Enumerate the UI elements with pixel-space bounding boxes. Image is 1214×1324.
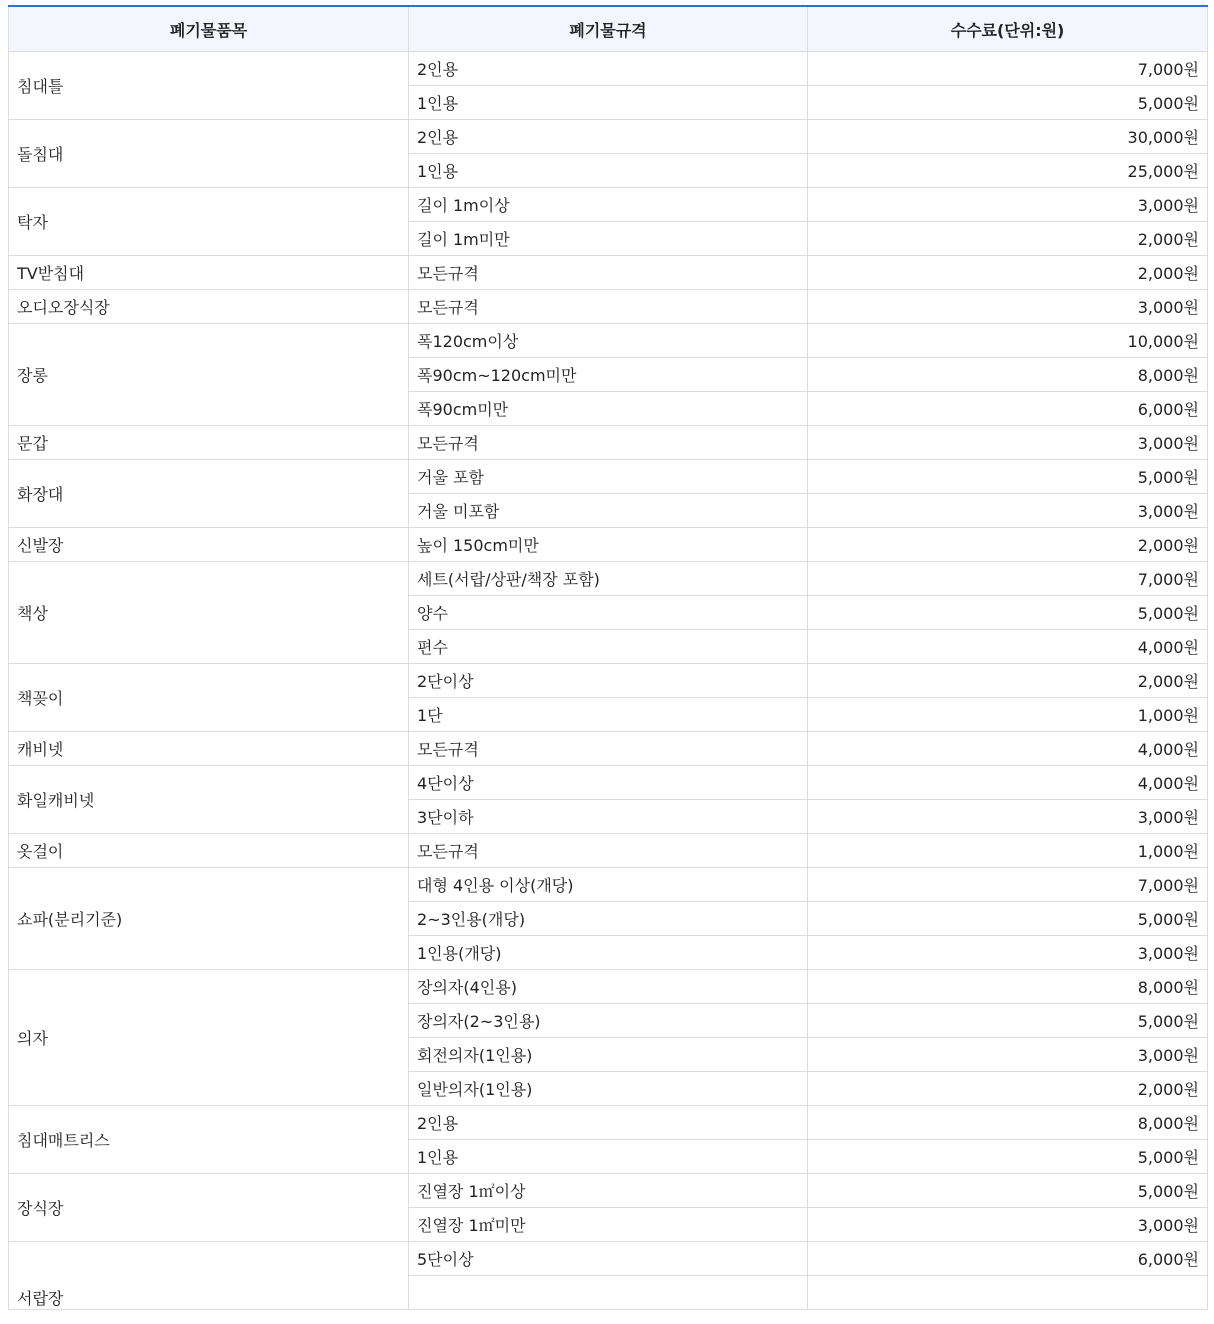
waste-spec-cell: 모든규격 <box>409 290 808 324</box>
waste-spec-cell: 세트(서랍/상판/책장 포함) <box>409 562 808 596</box>
waste-item-cell: 침대매트리스 <box>9 1106 409 1174</box>
waste-item-cell: 문갑 <box>9 426 409 460</box>
fee-cell: 3,000원 <box>808 426 1208 460</box>
table-row <box>9 868 1208 902</box>
waste-spec-cell: 1인용 <box>409 1140 808 1174</box>
fee-cell: 5,000원 <box>808 86 1208 120</box>
fee-cell: 1,000원 <box>808 834 1208 868</box>
fee-cell: 30,000원 <box>808 120 1208 154</box>
fee-cell: 6,000원 <box>808 392 1208 426</box>
waste-item-cell: 화일캐비넷 <box>9 766 409 834</box>
fee-cell: 25,000원 <box>808 154 1208 188</box>
waste-spec-cell: 대형 4인용 이상(개당) <box>409 868 808 902</box>
fee-cell: 2,000원 <box>808 528 1208 562</box>
waste-fee-table <box>8 5 1208 1310</box>
table-row <box>9 1242 1208 1276</box>
table-row <box>9 188 1208 222</box>
waste-spec-cell: 거울 미포함 <box>409 494 808 528</box>
waste-item-cell: 장롱 <box>9 324 409 426</box>
fee-cell: 5,000원 <box>808 460 1208 494</box>
table-row <box>9 834 1208 868</box>
waste-item-cell: 신발장 <box>9 528 409 562</box>
table-row <box>9 664 1208 698</box>
waste-spec-cell: 거울 포함 <box>409 460 808 494</box>
waste-item-cell: 캐비넷 <box>9 732 409 766</box>
table-row <box>9 732 1208 766</box>
table-row <box>9 324 1208 358</box>
waste-spec-cell: 2단이상 <box>409 664 808 698</box>
table-row <box>9 120 1208 154</box>
fee-cell: 4,000원 <box>808 630 1208 664</box>
fee-cell: 3,000원 <box>808 188 1208 222</box>
fee-cell: 5,000원 <box>808 1174 1208 1208</box>
waste-spec-cell: 2인용 <box>409 120 808 154</box>
waste-spec-cell <box>409 1276 808 1310</box>
fee-cell: 7,000원 <box>808 52 1208 86</box>
fee-cell: 3,000원 <box>808 1208 1208 1242</box>
fee-cell: 3,000원 <box>808 494 1208 528</box>
waste-item-cell: 쇼파(분리기준) <box>9 868 409 970</box>
waste-item-cell: 오디오장식장 <box>9 290 409 324</box>
fee-cell: 5,000원 <box>808 1004 1208 1038</box>
waste-item-cell: TV받침대 <box>9 256 409 290</box>
waste-spec-cell: 폭90cm미만 <box>409 392 808 426</box>
fee-cell: 2,000원 <box>808 1072 1208 1106</box>
waste-item-cell: 화장대 <box>9 460 409 528</box>
table-row <box>9 1106 1208 1140</box>
waste-spec-cell: 폭90cm~120cm미만 <box>409 358 808 392</box>
table-row <box>9 52 1208 86</box>
fee-cell: 3,000원 <box>808 800 1208 834</box>
waste-spec-cell: 폭120cm이상 <box>409 324 808 358</box>
waste-spec-cell: 2인용 <box>409 1106 808 1140</box>
fee-cell <box>808 1276 1208 1310</box>
waste-item-cell: 책상 <box>9 562 409 664</box>
waste-spec-cell: 장의자(2~3인용) <box>409 1004 808 1038</box>
waste-item-cell: 침대틀 <box>9 52 409 120</box>
fee-cell: 6,000원 <box>808 1242 1208 1276</box>
table-row <box>9 970 1208 1004</box>
table-header-row <box>9 6 1208 52</box>
waste-item-cell: 책꽂이 <box>9 664 409 732</box>
waste-item-cell: 탁자 <box>9 188 409 256</box>
waste-spec-cell: 1단 <box>409 698 808 732</box>
header-spec: 폐기물규격 <box>409 6 808 52</box>
fee-cell: 2,000원 <box>808 222 1208 256</box>
table-row <box>9 290 1208 324</box>
table-body <box>9 52 1208 1310</box>
waste-spec-cell: 3단이하 <box>409 800 808 834</box>
waste-spec-cell: 높이 150cm미만 <box>409 528 808 562</box>
fee-cell: 5,000원 <box>808 1140 1208 1174</box>
waste-spec-cell: 양수 <box>409 596 808 630</box>
waste-spec-cell: 4단이상 <box>409 766 808 800</box>
fee-cell: 2,000원 <box>808 256 1208 290</box>
waste-spec-cell: 장의자(4인용) <box>409 970 808 1004</box>
table-row <box>9 426 1208 460</box>
fee-cell: 1,000원 <box>808 698 1208 732</box>
waste-spec-cell: 진열장 1㎡미만 <box>409 1208 808 1242</box>
waste-spec-cell: 모든규격 <box>409 834 808 868</box>
waste-item-cell: 옷걸이 <box>9 834 409 868</box>
table-row <box>9 562 1208 596</box>
fee-cell: 8,000원 <box>808 1106 1208 1140</box>
waste-spec-cell: 길이 1m미만 <box>409 222 808 256</box>
fee-cell: 8,000원 <box>808 358 1208 392</box>
header-item: 폐기물품목 <box>9 6 409 52</box>
table-row <box>9 1174 1208 1208</box>
waste-spec-cell: 모든규격 <box>409 426 808 460</box>
fee-cell: 4,000원 <box>808 732 1208 766</box>
waste-spec-cell: 1인용 <box>409 86 808 120</box>
waste-spec-cell: 모든규격 <box>409 732 808 766</box>
fee-cell: 10,000원 <box>808 324 1208 358</box>
waste-item-cell: 장식장 <box>9 1174 409 1242</box>
waste-item-cell: 의자 <box>9 970 409 1106</box>
fee-cell: 8,000원 <box>808 970 1208 1004</box>
header-fee: 수수료(단위:원) <box>808 6 1208 52</box>
table-row <box>9 460 1208 494</box>
waste-spec-cell: 2인용 <box>409 52 808 86</box>
table-row <box>9 256 1208 290</box>
fee-cell: 7,000원 <box>808 562 1208 596</box>
waste-item-cell: 돌침대 <box>9 120 409 188</box>
waste-spec-cell: 2~3인용(개당) <box>409 902 808 936</box>
waste-spec-cell: 1인용(개당) <box>409 936 808 970</box>
fee-cell: 3,000원 <box>808 290 1208 324</box>
table-row <box>9 528 1208 562</box>
fee-cell: 5,000원 <box>808 902 1208 936</box>
table-row <box>9 766 1208 800</box>
waste-spec-cell: 1인용 <box>409 154 808 188</box>
waste-spec-cell: 5단이상 <box>409 1242 808 1276</box>
fee-cell: 7,000원 <box>808 868 1208 902</box>
fee-cell: 4,000원 <box>808 766 1208 800</box>
fee-cell: 5,000원 <box>808 596 1208 630</box>
waste-spec-cell: 회전의자(1인용) <box>409 1038 808 1072</box>
fee-cell: 2,000원 <box>808 664 1208 698</box>
waste-item-cell: 서랍장 <box>9 1242 409 1310</box>
fee-cell: 3,000원 <box>808 1038 1208 1072</box>
waste-spec-cell: 진열장 1㎡이상 <box>409 1174 808 1208</box>
fee-table-container <box>8 5 1207 1310</box>
waste-spec-cell: 편수 <box>409 630 808 664</box>
fee-cell: 3,000원 <box>808 936 1208 970</box>
waste-spec-cell: 일반의자(1인용) <box>409 1072 808 1106</box>
waste-spec-cell: 길이 1m이상 <box>409 188 808 222</box>
waste-spec-cell: 모든규격 <box>409 256 808 290</box>
